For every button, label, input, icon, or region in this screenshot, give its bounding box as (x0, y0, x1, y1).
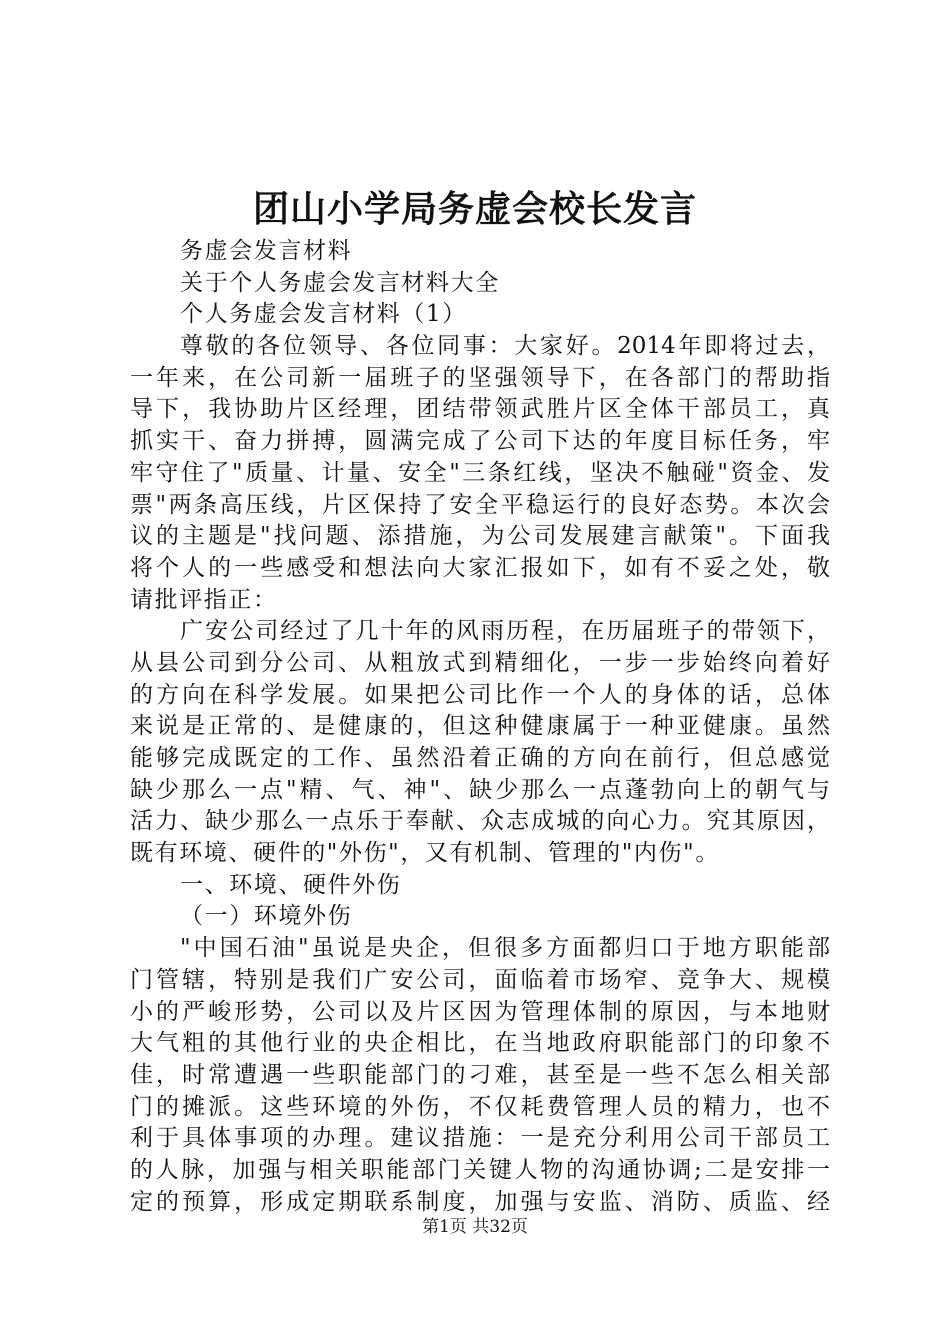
text-line: 广安公司经过了几十年的风雨历程，在历届班子的带领下， (180, 618, 830, 645)
text-line: 佳，时常遭遇一些职能部门的刁难，甚至是一些不怎么相关部 (130, 1061, 830, 1088)
text-line: 牢守住了"质量、计量、安全"三条红线，坚决不触碰"资金、发 (130, 459, 830, 486)
page-number: 第1页 共32页 (422, 1217, 528, 1237)
text-line: 既有环境、硬件的"外伤"，又有机制、管理的"内伤"。 (130, 840, 720, 867)
text-line: 的方向在科学发展。如果把公司比作一个人的身体的话，总体 (130, 681, 830, 708)
text-line: 能够完成既定的工作、虽然沿着正确的方向在前行，但总感觉 (130, 745, 830, 771)
text-line: 议的主题是"找问题、添措施，为公司发展建言献策"。下面我 (130, 523, 830, 550)
text-line: 导下，我协助片区经理，团结带领武胜片区全体干部员工，真 (130, 396, 830, 423)
text-line: 请批评指正： (130, 586, 278, 613)
text-line: 来说是正常的、是健康的，但这种健康属于一种亚健康。虽然 (130, 713, 830, 740)
text-line: 将个人的一些感受和想法向大家汇报如下，如有不妥之处，敬 (130, 554, 830, 581)
text-line: 从县公司到分公司、从粗放式到精细化，一步一步始终向着好 (130, 649, 830, 676)
text-line: 尊敬的各位领导、各位同事：大家好。2014年即将过去， (180, 333, 830, 360)
text-line: 门管辖，特别是我们广安公司，面临着市场窄、竞争大、规模 (130, 966, 830, 993)
text-line: 票"两条高压线，片区保持了安全平稳运行的良好态势。本次会 (130, 491, 830, 518)
document-body (130, 236, 830, 1218)
text-line: 定的预算，形成定期联系制度，加强与安监、消防、质监、经 (130, 1188, 830, 1215)
text-line: 缺少那么一点"精、气、神"、缺少那么一点蓬勃向上的朝气与 (130, 776, 830, 803)
document-title: 团山小学局务虚会校长发言 (252, 188, 697, 230)
text-line: 的人脉，加强与相关职能部门关键人物的沟通协调;二是安排一 (130, 1156, 830, 1183)
text-line: "中国石油"虽说是央企，但很多方面都归口于地方职能部 (180, 935, 830, 962)
text-line: 小的严峻形势，公司以及片区因为管理体制的原因，与本地财 (130, 998, 830, 1025)
subsection-heading: （一）环境外伤 (180, 903, 353, 930)
text-line: 利于具体事项的办理。建议措施：一是充分利用公司干部员工 (130, 1125, 830, 1152)
text-line: 务虚会发言材料 (180, 238, 353, 264)
section-heading: 一、环境、硬件外伤 (180, 871, 402, 898)
text-line: 关于个人务虚会发言材料大全 (180, 269, 500, 296)
text-line: 大气粗的其他行业的央企相比，在当地政府职能部门的印象不 (130, 1030, 830, 1057)
text-line: 抓实干、奋力拼搏，圆满完成了公司下达的年度目标任务，牢 (130, 428, 830, 455)
text-line: 活力、缺少那么一点乐于奉献、众志成城的向心力。究其原因， (130, 808, 830, 835)
text-line: 个人务虚会发言材料（1） (180, 301, 467, 328)
text-line: 门的摊派。这些环境的外伤，不仅耗费管理人员的精力，也不 (130, 1093, 830, 1120)
text-line: 一年来，在公司新一届班子的坚强领导下，在各部门的帮助指 (130, 364, 830, 391)
